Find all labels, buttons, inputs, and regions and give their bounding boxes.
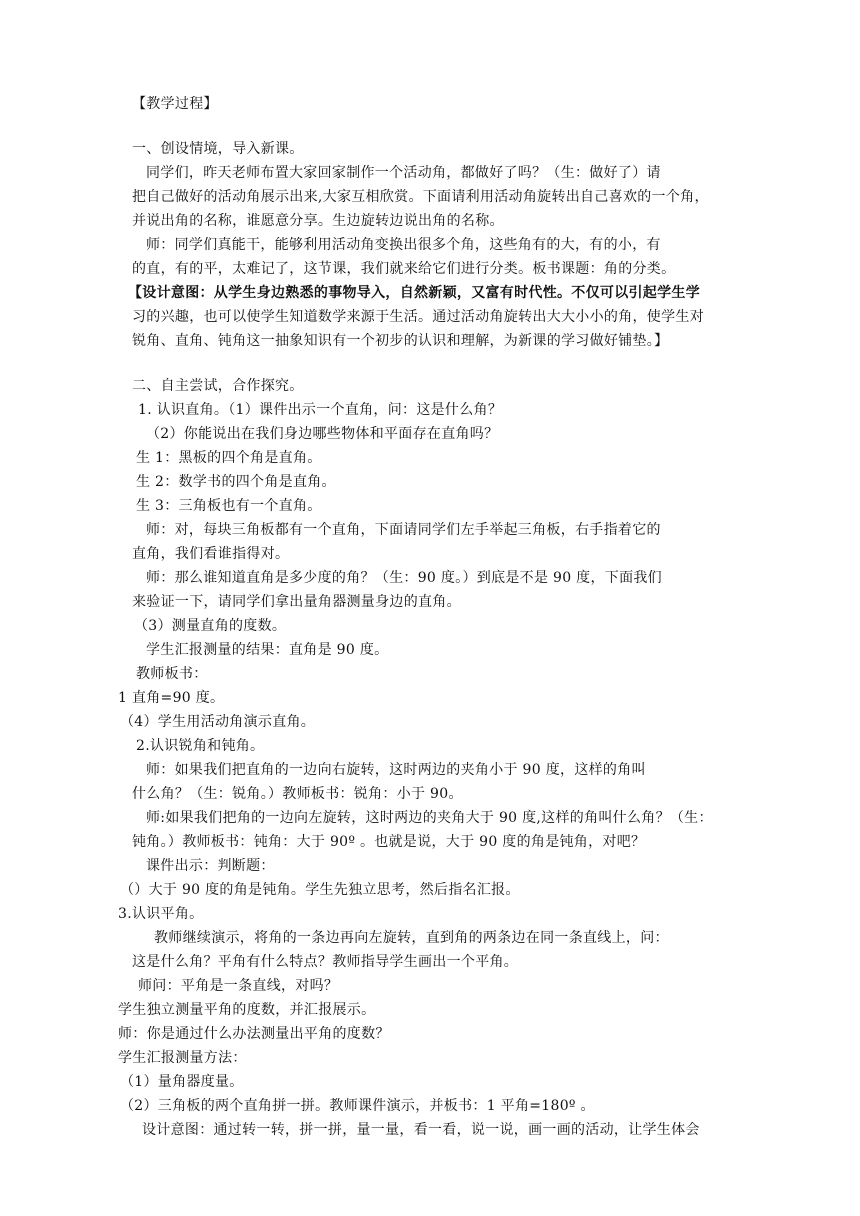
text-line: 这是什么角？平角有什么特点？教师指导学生画出一个平角。 bbox=[132, 954, 519, 970]
text-line: 师：如果我们把直角的一边向右旋转，这时两边的夹角小于 90 度，这样的角叫 bbox=[146, 762, 646, 778]
text-line: 什么角？（生：锐角。）教师板书：锐角：小于 90。 bbox=[132, 786, 463, 802]
text-line: 生 2：数学书的四个角是直角。 bbox=[136, 474, 336, 490]
text-line: 直角，我们看谁指得对。 bbox=[132, 546, 290, 562]
text-line: 师：同学们真能干，能够利用活动角变换出很多个角，这些角有的大，有的小，有 bbox=[146, 237, 661, 253]
text-line: （3）测量直角的度数。 bbox=[134, 618, 287, 634]
text-line: 的直，有的平，太难记了，这节课，我们就来给它们进行分类。板书课题：角的分类。 bbox=[132, 261, 676, 277]
text-line: 学生汇报测量的结果：直角是 90 度。 bbox=[146, 642, 389, 658]
text-line: 生 1：黑板的四个角是直角。 bbox=[136, 450, 322, 466]
text-line: 教师板书： bbox=[136, 666, 208, 682]
text-line: 2.认识锐角和钝角。 bbox=[136, 738, 265, 754]
text-line: 把自己做好的活动角展示出来,大家互相欣赏。下面请利用活动角旋转出自己喜欢的一个角， bbox=[132, 189, 709, 205]
text-line: 师：那么谁知道直角是多少度的角？（生：90 度。）到底是不是 90 度，下面我们 bbox=[146, 570, 662, 586]
text-line: 学生独立测量平角的度数，并汇报展示。 bbox=[118, 1002, 376, 1018]
text-line: 习的兴趣，也可以使学生知道数学来源于生活。通过活动角旋转出大大小小的角，使学生对 bbox=[132, 309, 704, 325]
text-line: 课件出示：判断题： bbox=[146, 858, 275, 874]
text-line: 师:如果我们把角的一边向左旋转，这时两边的夹角大于 90 度,这样的角叫什么角？（生： bbox=[146, 810, 713, 826]
text-line: 3.认识平角。 bbox=[118, 906, 204, 922]
text-line: 二、自主尝试，合作探究。 bbox=[132, 378, 304, 394]
text-line: 同学们，昨天老师布置大家回家制作一个活动角，都做好了吗？（生：做好了）请 bbox=[146, 165, 661, 181]
text-line: 【教学过程】 bbox=[132, 96, 218, 112]
text-line: （2）你能说出在我们身边哪些物体和平面存在直角吗？ bbox=[146, 426, 499, 442]
text-line: 钝角。）教师板书：钝角：大于 90º 。也就是说，大于 90 度的角是钝角，对吧？ bbox=[132, 834, 646, 850]
text-line: 一、创设情境，导入新课。 bbox=[132, 141, 304, 157]
text-line: 【设计意图：从学生身边熟悉的事物导入，自然新颖，又富有时代性。不仅可以引起学生学 bbox=[128, 285, 700, 301]
text-line: 学生汇报测量方法： bbox=[118, 1050, 247, 1066]
text-line: 教师继续演示，将角的一条边再向左旋转，直到角的两条边在同一条直线上，问： bbox=[154, 930, 669, 946]
text-line: 师：你是通过什么办法测量出平角的度数？ bbox=[118, 1026, 390, 1042]
text-line: （2）三角板的两个直角拼一拼。教师课件演示，并板书：1 平角=180º 。 bbox=[120, 1098, 595, 1114]
text-line: 生 3：三角板也有一个直角。 bbox=[136, 498, 322, 514]
text-line: 锐角、直角、钝角这一抽象知识有一个初步的认识和理解，为新课的学习做好铺垫。】 bbox=[132, 333, 669, 349]
text-line: 来验证一下，请同学们拿出量角器测量身边的直角。 bbox=[132, 594, 461, 610]
text-line: 1. 认识直角。（1）课件出示一个直角，问：这是什么角？ bbox=[138, 402, 503, 418]
text-line: （1）量角器度量。 bbox=[120, 1074, 244, 1090]
text-line: 师：对，每块三角板都有一个直角，下面请同学们左手举起三角板，右手指着它的 bbox=[146, 522, 661, 538]
text-line: 并说出角的名称，谁愿意分享。生边旋转边说出角的名称。 bbox=[132, 213, 504, 229]
text-line: 设计意图：通过转一转，拼一拼，量一量，看一看，说一说，画一画的活动，让学生体会 bbox=[142, 1122, 700, 1138]
text-line: 师问：平角是一条直线，对吗？ bbox=[138, 978, 339, 994]
text-line: （4）学生用活动角演示直角。 bbox=[120, 714, 316, 730]
text-line: 1 直角=90 度。 bbox=[118, 690, 225, 706]
text-line: （）大于 90 度的角是钝角。学生先独立思考，然后指名汇报。 bbox=[120, 882, 520, 898]
